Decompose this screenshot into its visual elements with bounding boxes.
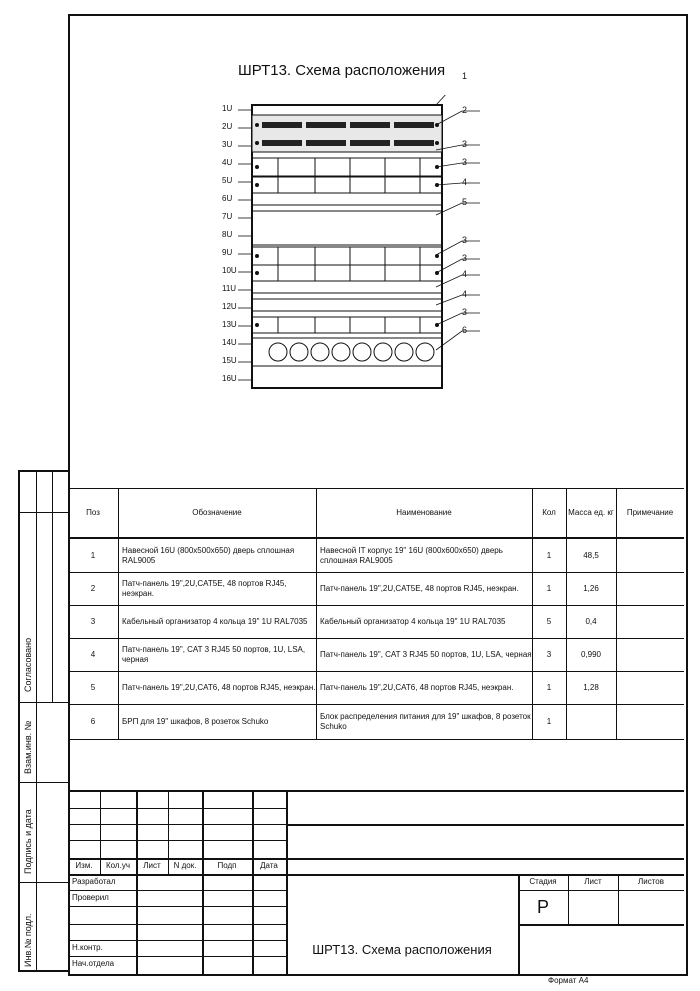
stage-value: Р <box>536 896 549 917</box>
callout: 3 <box>462 157 468 167</box>
patch-panel-2u-cat6 <box>252 211 442 245</box>
agreed-label: Согласовано <box>23 637 33 692</box>
tb-col: Дата <box>260 861 278 871</box>
header-note: Примечание <box>626 508 674 518</box>
organizer-row <box>252 265 442 281</box>
format-label: Формат А4 <box>548 976 589 985</box>
unit-label: 2U <box>222 122 233 131</box>
tb-role: Нач.отдела <box>72 959 115 969</box>
callout: 3 <box>462 253 468 263</box>
unit-label: 8U <box>222 230 233 239</box>
header-mass: Масса ед. кг <box>568 508 614 518</box>
callout: 4 <box>462 289 468 299</box>
sign-date-label: Подпись и дата <box>23 809 33 874</box>
table-row: 4 Патч-панель 19", CAT 3 RJ45 50 портов, 1U, LSA, черная Патч-панель 19", CAT 3 RJ45 50 портов, 1U, LSA, черная 3 0,990 <box>68 638 684 672</box>
organizer-row <box>252 177 442 193</box>
unit-label: 14U <box>222 338 237 347</box>
spec-table <box>68 488 684 740</box>
header-name: Наименование <box>396 508 452 518</box>
unit-label: 3U <box>222 140 233 149</box>
drawing-title: ШРТ13. Схема расположения <box>238 62 446 79</box>
patch-panel-1u <box>252 193 442 205</box>
tb-col: Подп <box>217 861 237 871</box>
tb-col: Кол.уч <box>106 861 130 871</box>
table-row: 1 Навесной 16U (800х500х650) дверь сплошная RAL9005 Навесной IT корпус 19" 16U (800х600х650) дверь сплошная RAL9005 1 48,5 <box>68 539 684 573</box>
patch-panel-1u <box>252 281 442 293</box>
unit-label: 4U <box>222 158 233 167</box>
table-row: 5 Патч-панель 19",2U,CAT6, 48 портов RJ45, неэкран. Патч-панель 19",2U,CAT6, 48 портов RJ45, неэкран. 1 1,28 <box>68 671 684 705</box>
table-row: 2 Патч-панель 19",2U,CAT5E, 48 портов RJ45, неэкран. Патч-панель 19",2U,CAT5E, 48 портов RJ45, неэкран. 1 1,26 <box>68 572 684 606</box>
unit-label: 11U <box>222 284 237 293</box>
tb-col: N док. <box>173 861 197 871</box>
title-block-title: ШРТ13. Схема расположения <box>312 941 492 957</box>
unit-label: 13U <box>222 320 237 329</box>
callout: 2 <box>462 105 468 115</box>
unit-label: 7U <box>222 212 233 221</box>
unit-label: 9U <box>222 248 233 257</box>
unit-label: 15U <box>222 356 237 365</box>
title-block <box>68 790 684 972</box>
table-row: 3 Кабельный организатор 4 кольца 19" 1U RAL7035 Кабельный организатор 4 кольца 19" 1U RAL7035 5 0,4 <box>68 605 684 639</box>
table-row: 6 БРП для 19" шкафов, 8 розеток Schuko Блок распределения питания для 19" шкафов, 8 розеток Schuko 1 <box>90 712 552 731</box>
callout: 3 <box>462 139 468 149</box>
inv-orig-label: Инв.№ подл. <box>23 913 33 967</box>
callout: 4 <box>462 269 468 279</box>
organizer-row <box>252 247 442 265</box>
header-qty: Кол <box>542 508 556 518</box>
unit-label: 16U <box>222 374 237 383</box>
tb-col: Лист <box>143 861 161 871</box>
callout: 6 <box>462 325 468 335</box>
rack-unit-labels <box>222 104 250 392</box>
tb-role: Н.контр. <box>72 943 103 953</box>
callout: 3 <box>462 307 468 317</box>
callout: 3 <box>462 235 468 245</box>
unit-label: 6U <box>222 194 233 203</box>
organizer-row <box>252 158 442 176</box>
tb-role: Проверил <box>72 893 109 903</box>
organizer-row <box>252 317 442 333</box>
left-strip <box>18 470 68 972</box>
unit-label: 5U <box>222 176 233 185</box>
stage-label: Стадия <box>529 877 557 887</box>
patch-panel-1u <box>252 299 442 311</box>
unit-label: 1U <box>222 104 233 113</box>
header-pos: Поз <box>86 508 100 518</box>
sheets-label: Листов <box>638 877 664 887</box>
patch-panel-2u <box>252 115 442 152</box>
tb-col: Изм. <box>75 861 93 871</box>
tb-role <box>68 906 136 924</box>
inv-replace-label: Взам.инв. № <box>23 720 33 774</box>
tb-role: Разработал <box>72 877 116 887</box>
callout: 5 <box>462 197 468 207</box>
callout: 4 <box>462 177 468 187</box>
unit-label: 12U <box>222 302 237 311</box>
sheet-label: Лист <box>584 877 602 887</box>
unit-label: 10U <box>222 266 237 275</box>
header-designation: Обозначение <box>192 508 242 518</box>
callout: 1 <box>462 71 468 81</box>
